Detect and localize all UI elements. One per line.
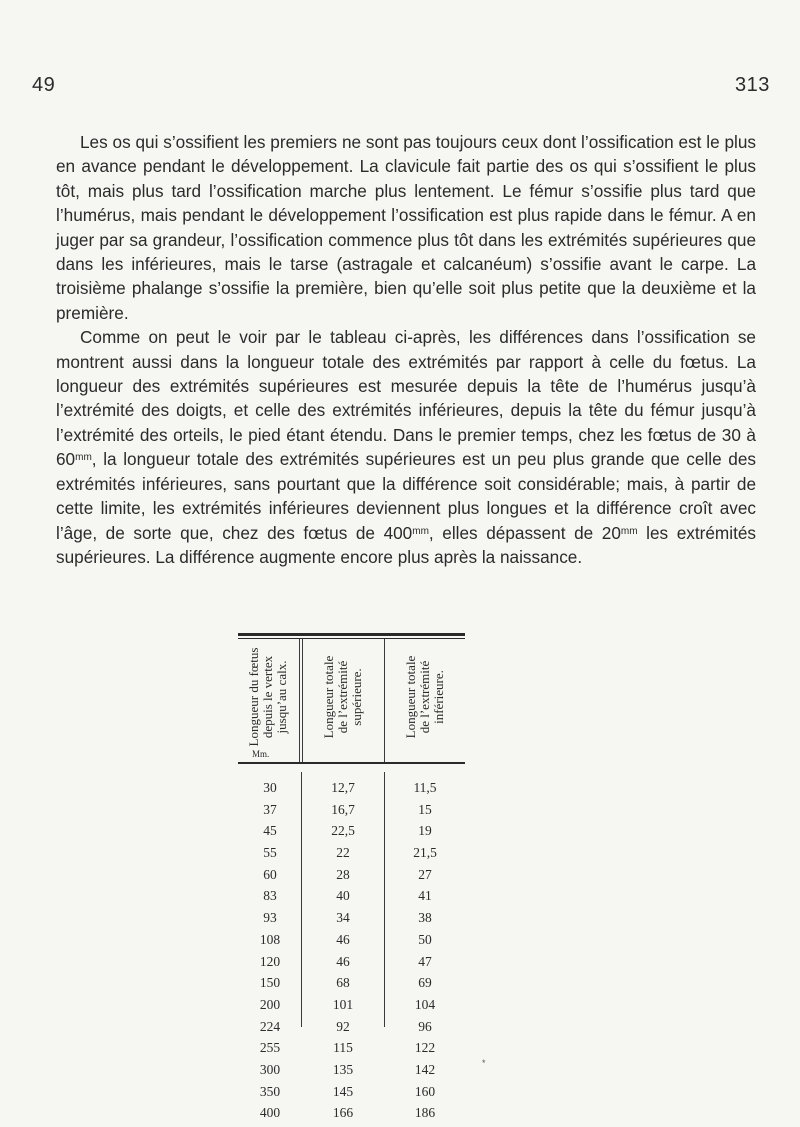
upper-extremity-cell: 92 [336, 1018, 350, 1034]
lower-extremity-cell: 122 [414, 1040, 436, 1056]
table-row [238, 975, 465, 997]
header-line: de l’extrémité [335, 660, 350, 734]
fetus-length-cell: 37 [263, 801, 277, 817]
header-fetus-length [238, 641, 298, 753]
measurement-table [238, 633, 465, 1121]
table-row [238, 802, 465, 824]
header-line: depuis le vertex [260, 655, 275, 739]
lower-extremity-cell: 160 [414, 1083, 436, 1099]
upper-extremity-cell: 135 [332, 1061, 354, 1077]
lower-extremity-cell: 69 [418, 975, 432, 991]
paragraph-2-part-1: Comme on peut le voir par le tableau ci-après, les différences dans l’ossification se montrent aussi dans la longueur totale des extrémités par rapport à celle du fœtus. La longueur des extrémités supérieures est mesurée depuis la tête de l’humérus jusqu’à l’extrémité des doigts, et celle des extrémités inférieures, depuis la tête du fémur jusqu’à l’extrémité des orteils, le pied étant étendu. Dans le premier temps, chez les fœtus de 30 à 60 [56, 327, 756, 470]
fetus-length-cell: 83 [263, 888, 277, 904]
lower-extremity-cell: 104 [414, 996, 436, 1012]
upper-extremity-cell: 46 [336, 953, 350, 969]
upper-extremity-cell: 166 [332, 1105, 354, 1121]
table-top-rule [238, 633, 465, 636]
unit-label: Mm. [252, 749, 270, 759]
lower-extremity-cell: 15 [418, 801, 432, 817]
unit-superscript: mm [75, 452, 92, 464]
table-row [238, 1105, 465, 1127]
header-lower-extremity [384, 641, 465, 753]
lower-extremity-cell: 96 [418, 1018, 432, 1034]
upper-extremity-cell: 22 [336, 845, 350, 861]
header-upper-extremity [302, 641, 384, 753]
upper-extremity-cell: 145 [332, 1083, 354, 1099]
table-row [238, 932, 465, 954]
header-line: Longueur du fœtus [246, 647, 261, 747]
lower-extremity-cell: 50 [418, 931, 432, 947]
lower-extremity-cell: 142 [414, 1061, 436, 1077]
fetus-length-cell: 30 [263, 780, 277, 795]
table-row [238, 1040, 465, 1062]
fetus-length-cell: 224 [259, 1018, 281, 1034]
paragraph-2-part-4: les extrémités supérieures. La différence augmente encore plus après la naissance. [56, 522, 756, 567]
fetus-length-cell: 108 [259, 931, 281, 947]
upper-extremity-cell: 68 [336, 975, 350, 991]
upper-extremity-cell: 40 [336, 888, 350, 904]
upper-extremity-cell: 16,7 [331, 801, 355, 817]
table-row [238, 867, 465, 889]
table-row [238, 1062, 465, 1084]
unit-superscript: mm [412, 525, 429, 537]
header-line: inférieure. [430, 670, 446, 724]
header-line: Longueur totale [321, 655, 336, 739]
lower-extremity-cell: 19 [418, 823, 432, 839]
lower-extremity-cell: 41 [418, 888, 432, 904]
fetus-length-cell: 200 [259, 996, 281, 1012]
table-row [238, 845, 465, 867]
lower-extremity-cell: 47 [418, 953, 432, 969]
upper-extremity-cell: 22,5 [331, 823, 355, 839]
fetus-length-cell: 350 [259, 1083, 281, 1099]
lower-extremity-cell: 27 [418, 866, 432, 882]
table-top-rule-thin [238, 638, 465, 639]
fetus-length-cell: 93 [263, 910, 277, 926]
table-row [238, 1084, 465, 1106]
upper-extremity-cell: 34 [336, 910, 350, 926]
upper-extremity-cell: 101 [332, 996, 354, 1012]
column-divider [301, 772, 302, 1027]
fetus-length-cell: 255 [259, 1040, 281, 1056]
table-row [238, 997, 465, 1019]
header-line: supérieure. [349, 668, 364, 726]
fetus-length-cell: 120 [259, 953, 281, 969]
paragraph-1: Les os qui s’ossifient les premiers ne sont pas toujours ceux dont l’ossification est le plus en avance pendant le développement. La clavicule fait partie des os qui s’ossifient le plus tôt, mais plus tard l’ossification marche plus lentement. Le fémur s’ossifie plus tard que l’humérus, mais pendant le développement l’ossification est plus rapide dans le fémur. A en juger par sa grandeur, l’ossification commence plus tôt dans les extrémités supérieures que dans les inférieures, mais le tarse (astragale et calcanéum) s’ossifie avant le carpe. La troisième phalange s’ossifie la première, bien qu’elle soit plus petite que la deuxième et la première. [56, 132, 756, 323]
unit-superscript: mm [620, 525, 638, 537]
header-line: de l’extrémité [416, 660, 432, 734]
table-row [238, 954, 465, 976]
paragraph-2-part-2: , la longueur totale des extrémités supérieures est un peu plus grande que celle des extrémités inférieures, sans pourtant que la différence soit considérable; mais, à partir de cette limite, les extrémités inférieures deviennent plus longues et la différence croît avec l’âge, de sorte que, chez des fœtus de 400 [56, 449, 756, 543]
upper-extremity-cell: 12,7 [331, 780, 355, 795]
paragraph-2 [56, 325, 756, 569]
paragraph-2-part-3: , elles dépassent de 20 [428, 522, 621, 543]
header-line: jusqu’au calx. [274, 660, 289, 734]
header-bottom-rule [238, 762, 465, 764]
table-row [238, 910, 465, 932]
header-line: Longueur totale [402, 655, 418, 739]
table-body [238, 780, 465, 1127]
lower-extremity-cell: 21,5 [413, 845, 437, 861]
column-divider [384, 772, 385, 1027]
page-number-left: 49 [32, 74, 56, 96]
footer-mark: * [482, 1058, 486, 1068]
page-number-right: 313 [735, 74, 770, 96]
column-divider [299, 639, 300, 762]
table-row [238, 780, 465, 802]
fetus-length-cell: 150 [259, 975, 281, 991]
lower-extremity-cell: 38 [418, 910, 432, 926]
fetus-length-cell: 60 [263, 866, 277, 882]
table-row [238, 823, 465, 845]
lower-extremity-cell: 11,5 [413, 780, 437, 795]
fetus-length-cell: 45 [263, 823, 277, 839]
upper-extremity-cell: 115 [333, 1040, 353, 1056]
fetus-length-cell: 300 [259, 1061, 281, 1077]
upper-extremity-cell: 28 [336, 866, 350, 882]
fetus-length-cell: 55 [263, 845, 277, 861]
lower-extremity-cell: 186 [414, 1105, 436, 1121]
fetus-length-cell: 400 [259, 1105, 281, 1121]
body-text [56, 130, 756, 569]
upper-extremity-cell: 46 [336, 931, 350, 947]
table-row [238, 1019, 465, 1041]
table-row [238, 888, 465, 910]
